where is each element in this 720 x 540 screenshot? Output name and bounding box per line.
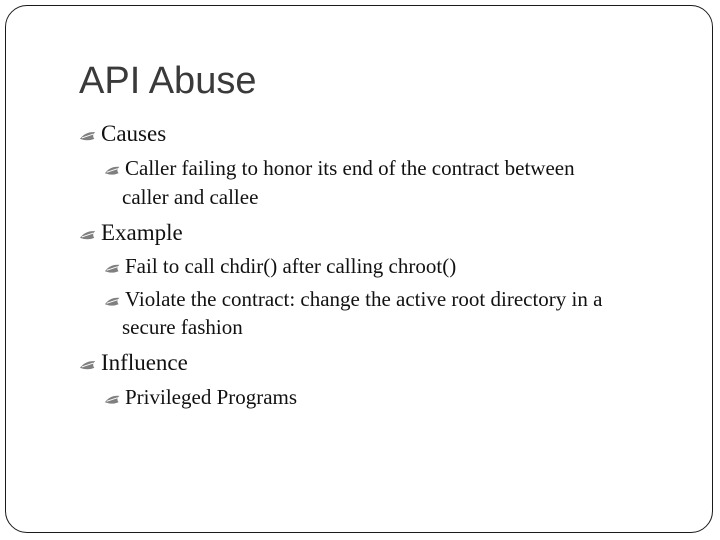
sub-bullet-privileged-programs bbox=[104, 383, 297, 411]
leaf-bullet-icon bbox=[79, 130, 100, 142]
leaf-bullet-icon bbox=[79, 359, 100, 371]
leaf-bullet-icon bbox=[79, 229, 100, 241]
bullet-text: Privileged Programs bbox=[125, 385, 298, 409]
sub-bullet-fail-to-call bbox=[104, 252, 456, 280]
bullet-text: Influence bbox=[101, 350, 188, 375]
bullet-text: Fail to call chdir() after calling chroot() bbox=[125, 254, 457, 278]
sub-bullet-continuation: secure fashion bbox=[122, 315, 243, 339]
bullet-text: Caller failing to honor its end of the contract between bbox=[125, 156, 575, 180]
bullet-text: Violate the contract: change the active root directory in a bbox=[125, 287, 603, 311]
bullet-text: Causes bbox=[101, 121, 167, 146]
slide-title: API Abuse bbox=[79, 60, 257, 102]
leaf-bullet-icon bbox=[104, 165, 124, 176]
sub-bullet-continuation: caller and callee bbox=[122, 185, 259, 209]
sub-bullet-violate-contract bbox=[104, 285, 602, 313]
leaf-bullet-icon bbox=[104, 263, 124, 274]
bullet-causes bbox=[79, 120, 166, 148]
leaf-bullet-icon bbox=[104, 296, 124, 307]
bullet-text: Example bbox=[101, 220, 183, 245]
bullet-example bbox=[79, 219, 183, 247]
sub-bullet-caller-failing bbox=[104, 154, 575, 182]
bullet-influence bbox=[79, 349, 188, 377]
leaf-bullet-icon bbox=[104, 394, 124, 405]
